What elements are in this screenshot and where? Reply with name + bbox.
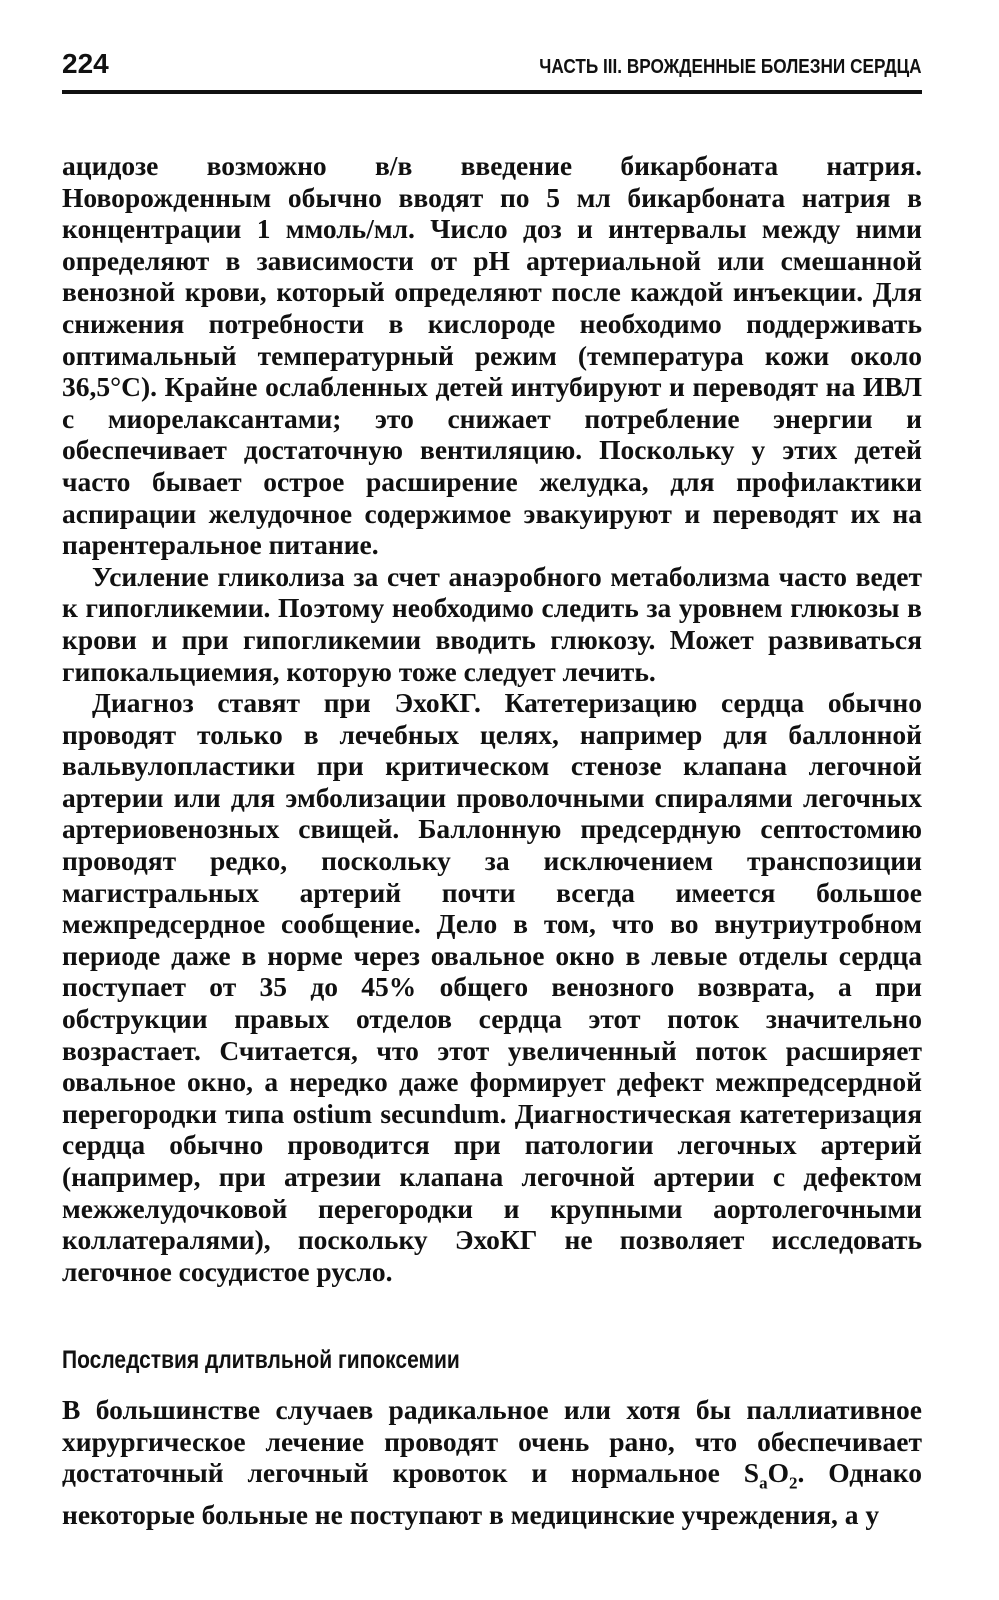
paragraph-diagnosis: Диагноз ставят при ЭхоКГ. Катетеризацию сердца обычно проводят только в лечебных целях, например для баллонной вальвулопластики при критическом стенозе клапана легочной артерии или для эмболизации проволочными спиралями легочных артериовенозных свищей. Баллонную предсердную септостомию проводят редко, поскольку за исключением транспозиции магистральных артерий почти всегда имеется большое межпредсердное сообщение. Дело в том, что во внутриутробном периоде даже в норме через овальное окно в левые отделы сердца поступает от 35 до 45% общего венозного возврата, а при обструкции правых отделов сердца этот поток значительно возрастает. Считается, что этот увеличенный поток расширяет овальное окно, а нередко даже формирует дефект межпредсердной перегородки типа ostium secundum. Диагностическая катетеризация сердца обычно проводится при патологии легочных артерий (например, при атрезии клапана легочной артерии с дефектом межжелудочковой перегородки и крупными аортолегочными коллатералями), поскольку ЭхоКГ не позволяет исследовать легочное сосудистое русло. — [62, 687, 922, 1287]
paragraph-section-start — [62, 1394, 922, 1531]
section-heading: Последствия длитвльной гипоксемии — [62, 1346, 460, 1374]
paragraph-section-text-o: O — [767, 1457, 789, 1489]
subscript-a: a — [759, 1473, 768, 1493]
page-number: 224 — [62, 48, 109, 79]
page-header — [62, 48, 922, 94]
running-title: ЧАСТЬ III. ВРОЖДЕННЫЕ БОЛЕЗНИ СЕРДЦА — [539, 56, 922, 78]
paragraph-continuation: ацидозе возможно в/в введение бикарбоната натрия. Новорожденным обычно вводят по 5 мл бикарбоната натрия в концентрации 1 ммоль/мл. Число доз и интервалы между ними определяют в зависимости от pH артериальной или смешанной венозной крови, который определяют после каждой инъекции. Для снижения потребности в кислороде необходимо поддерживать оптимальный температурный режим (температура кожи около 36,5°С). Крайне ослабленных детей интубируют и переводят на ИВЛ с миорелаксантами; это снижает потребление энергии и обеспечивает достаточную вентиляцию. Поскольку у этих детей часто бывает острое расширение желудка, для профилактики аспирации желудочное содержимое эвакуируют и переводят их на парентеральное питание. — [62, 150, 922, 561]
subscript-2: 2 — [788, 1473, 798, 1493]
section-text-block — [62, 1394, 922, 1531]
main-text-block — [62, 150, 922, 1287]
paragraph-glycolysis: Усиление гликолиза за счет анаэробного метаболизма часто ведет к гипогликемии. Поэтому необходимо следить за уровнем глюкозы в крови и при гипогликемии вводить глюкозу. Может развиваться гипокальциемия, которую тоже следует лечить. — [62, 560, 922, 687]
paragraph-section-text-end: . Однако некоторые больные не поступают в медицинские учреждения, а у — [62, 1457, 922, 1531]
paragraph-section-text-start: В большинстве случаев радикальное или хотя бы паллиативное хирургическое лечение проводят очень рано, что обеспечивает достаточный легочный кровоток и нормальное S — [62, 1394, 922, 1489]
